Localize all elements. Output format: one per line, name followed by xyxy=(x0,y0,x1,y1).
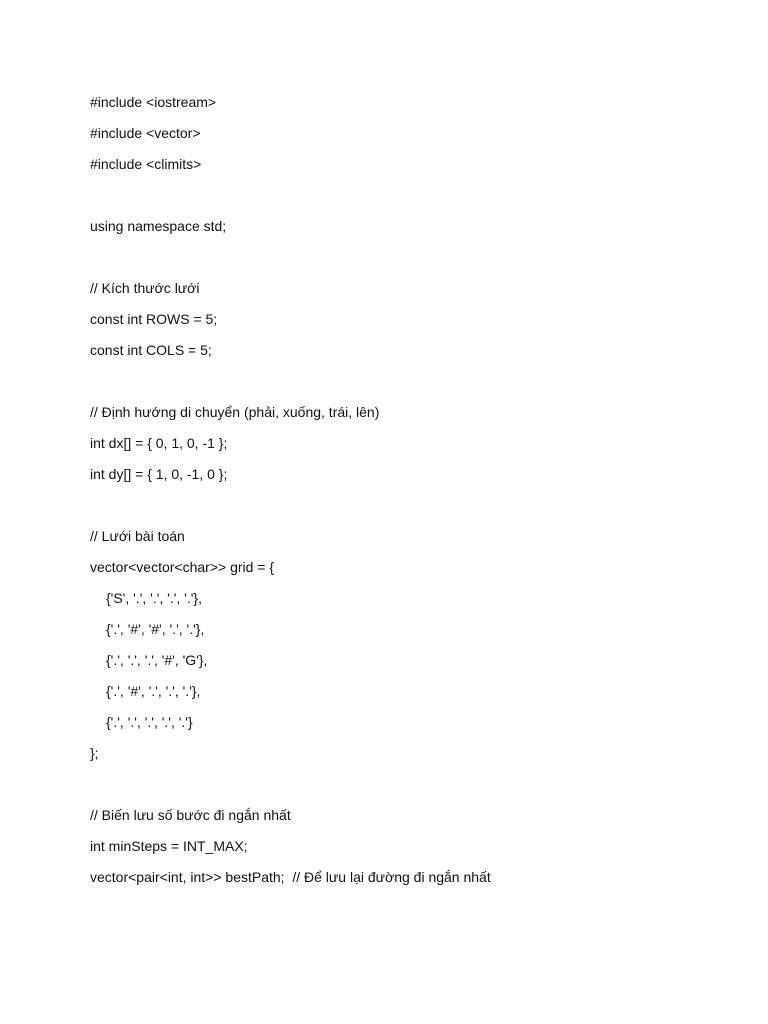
grid-row-1: {'S', '.', '.', '.', '.'}, xyxy=(106,590,202,606)
code-line-grid-open: vector<vector<char>> grid = { xyxy=(90,559,275,575)
grid-row-2: {'.', '#', '#', '.', '.'}, xyxy=(106,621,205,637)
code-line-rows: const int ROWS = 5; xyxy=(90,311,218,327)
comment-grid: // Lưới bài toán xyxy=(90,528,185,544)
code-listing xyxy=(90,90,730,896)
comment-grid-size: // Kích thước lưới xyxy=(90,280,200,296)
blank-line xyxy=(90,183,730,214)
blank-line xyxy=(90,772,730,803)
grid-row-3: {'.', '.', '.', '#', 'G'}, xyxy=(106,652,208,668)
code-line-min-steps: int minSteps = INT_MAX; xyxy=(90,838,248,854)
code-line-cols: const int COLS = 5; xyxy=(90,342,212,358)
code-line-include-iostream: #include <iostream> xyxy=(90,94,217,110)
code-line-grid-close: }; xyxy=(90,745,99,761)
grid-row-5: {'.', '.', '.', '.', '.'} xyxy=(106,714,193,730)
blank-line xyxy=(90,369,730,400)
code-line-using-namespace: using namespace std; xyxy=(90,218,227,234)
grid-row-4: {'.', '#', '.', '.', '.'}, xyxy=(106,683,201,699)
code-line-dx: int dx[] = { 0, 1, 0, -1 }; xyxy=(90,435,228,451)
comment-min-steps: // Biến lưu số bước đi ngắn nhất xyxy=(90,807,291,823)
code-line-dy: int dy[] = { 1, 0, -1, 0 }; xyxy=(90,466,228,482)
blank-line xyxy=(90,245,730,276)
code-line-best-path: vector<pair<int, int>> bestPath; // Để lưu lại đường đi ngắn nhất xyxy=(90,869,491,885)
blank-line xyxy=(90,493,730,524)
code-line-include-vector: #include <vector> xyxy=(90,125,201,141)
comment-directions: // Định hướng di chuyển (phải, xuống, trái, lên) xyxy=(90,404,380,420)
code-line-include-climits: #include <climits> xyxy=(90,156,202,172)
